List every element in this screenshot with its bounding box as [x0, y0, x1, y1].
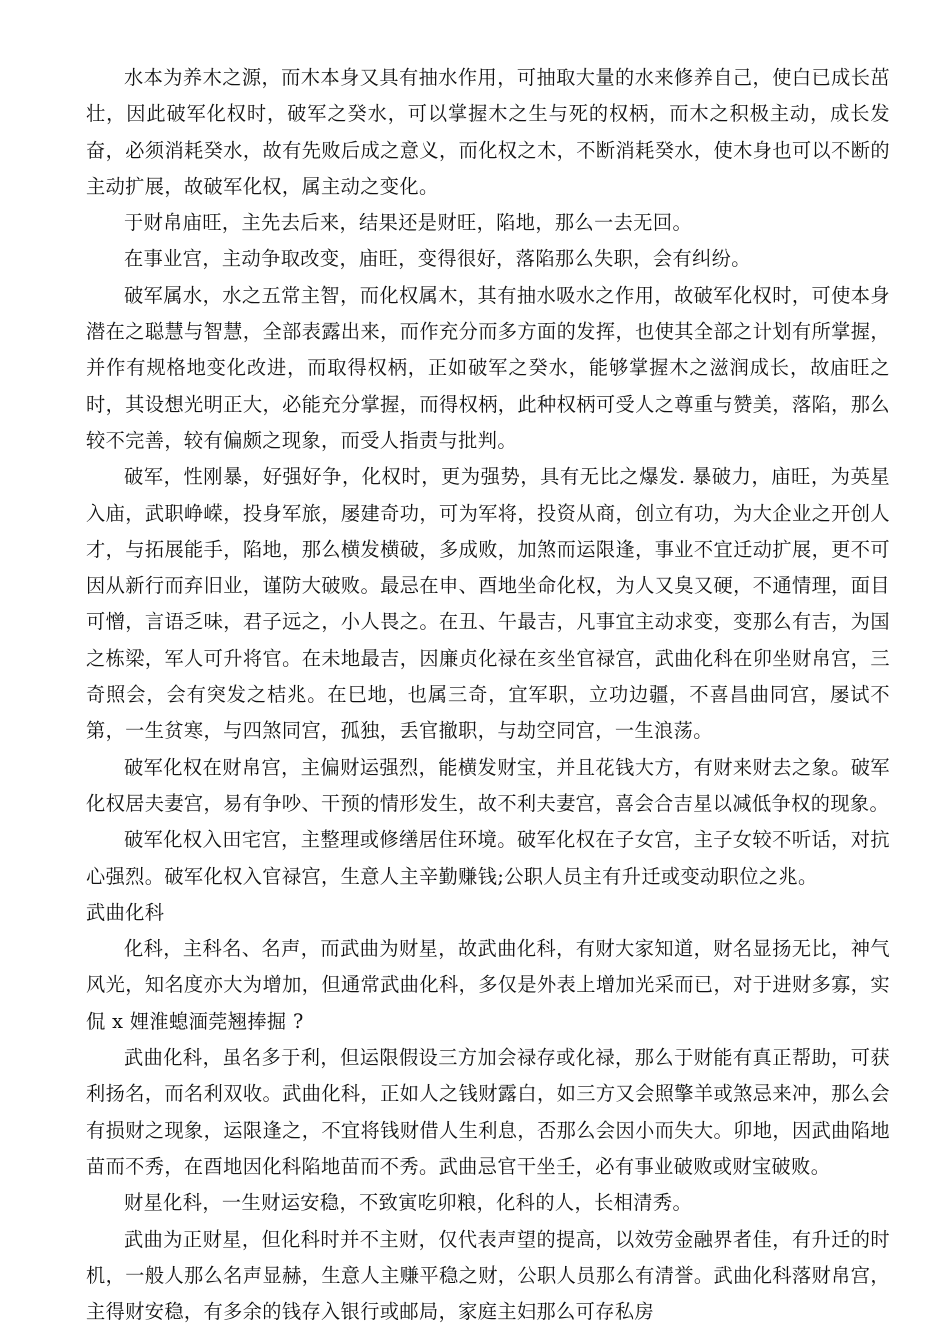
paragraph: 破军化权入田宅宫，主整理或修缮居住环境。破军化权在子女宫，主子女较不听话，对抗心强烈。破军化权入官禄宫，生意人主辛勤赚钱;公职人员主有升迁或变动职位之兆。 [86, 828, 890, 888]
paragraph: 武曲化科，虽名多于利，但运限假设三方加会禄存或化禄，那么于财能有真正帮助，可获利扬名，而名利双收。武曲化科，正如人之钱财露白，如三方又会照擎羊或煞忌来冲，那么会有损财之现象，运限逢之，不宜将钱财借人生利息，否那么会因小而失大。卯地，因武曲陷地苗而不秀，在酉地因化科陷地苗而不秀。武曲忌官干坐壬，必有事业破败或财宝破败。 [86, 1046, 890, 1178]
paragraph: 财星化科，一生财运安稳，不致寅吃卯粮，化科的人，长相清秀。 [124, 1191, 693, 1215]
paragraph: 破军，性刚暴，好强好争，化权时，更为强势，具有无比之爆发. 暴破力，庙旺，为英星入庙，武职峥嵘，投身军旅，屡建奇功，可为军将，投资从商，创立有功，为大企业之开创人才，与拓展能手，陷地，那么横发横破，多成败，加煞而运限逢，事业不宜迁动扩展，更不可因从新行而弃旧业，谨防大破败。最忌在申、酉地坐命化权，为人又臭又硬，不通情理，面目可憎，言语乏味，君子远之，小人畏之。在丑、午最吉，凡事宜主动求变，变那么有吉，为国之栋梁，军人可升将官。在未地最吉，因廉贞化禄在亥坐官禄宫，武曲化科在卯坐财帛宫，三奇照会，会有突发之桔兆。在巳地，也属三奇，宜军职，立功边疆，不喜昌曲同宫，屡试不第，一生贫寒，与四煞同宫，孤独，丢官撤职，与劫空同宫，一生浪荡。 [86, 465, 890, 743]
paragraph: 武曲为正财星，但化科时并不主财，仅代表声望的提高，以效劳金融界者佳，有升迁的时机，一般人那么名声显赫，生意人主赚平稳之财，公职人员那么有清誉。武曲化科落财帛宫，主得财安稳，有多余的钱存入银行或邮局，家庭主妇那么可存私房 [86, 1227, 890, 1324]
section-heading: 武曲化科 [86, 900, 165, 924]
paragraph: 在事业宫，主动争取改变，庙旺，变得很好，落陷那么失职，会有纠纷。 [124, 247, 751, 271]
paragraph: 破军化权在财帛宫，主偏财运强烈，能横发财宝，并且花钱大方，有财来财去之象。破军化权居夫妻宫，易有争吵、干预的情形发生，故不利夫妻宫，喜会合吉星以减低争权的现象。 [86, 755, 890, 815]
paragraph: 于财帛庙旺，主先去后来，结果还是财旺，陷地，那么一去无回。 [124, 211, 693, 235]
paragraph: 破军属水，水之五常主智，而化权属木，其有抽水吸水之作用，故破军化权时，可使本身潜在之聪慧与智慧，全部表露出来，而作充分而多方面的发挥，也使其全部之计划有所掌握，并作有规格地变化改进，而取得权柄，正如破军之癸水，能够掌握木之滋润成长，故庙旺之时，其设想光明正大，必能充分掌握，而得权柄，此种权柄可受人之尊重与赞美，落陷，那么较不完善，较有偏颇之现象，而受人指责与批判。 [86, 283, 890, 452]
paragraph: 化科，主科名、名声，而武曲为财星，故武曲化科，有财大家知道，财名显扬无比，神气风光，知名度亦大为增加，但通常武曲化科，多仅是外表上增加光采而已，对于进财多寡，实侃 x 娌淮螅湎莞翘捧掘 ? [86, 937, 890, 1033]
paragraph: 水本为养木之源，而木本身又具有抽水作用，可抽取大量的水来修养自己，使白已成长茁壮，因此破军化权时，破军之癸水，可以掌握木之生与死的权柄，而木之积极主动，成长发奋，必须消耗癸水，故有先败后成之意义，而化权之木，不断消耗癸水，使木身也可以不断的主动扩展，故破军化权，属主动之变化。 [86, 66, 890, 198]
